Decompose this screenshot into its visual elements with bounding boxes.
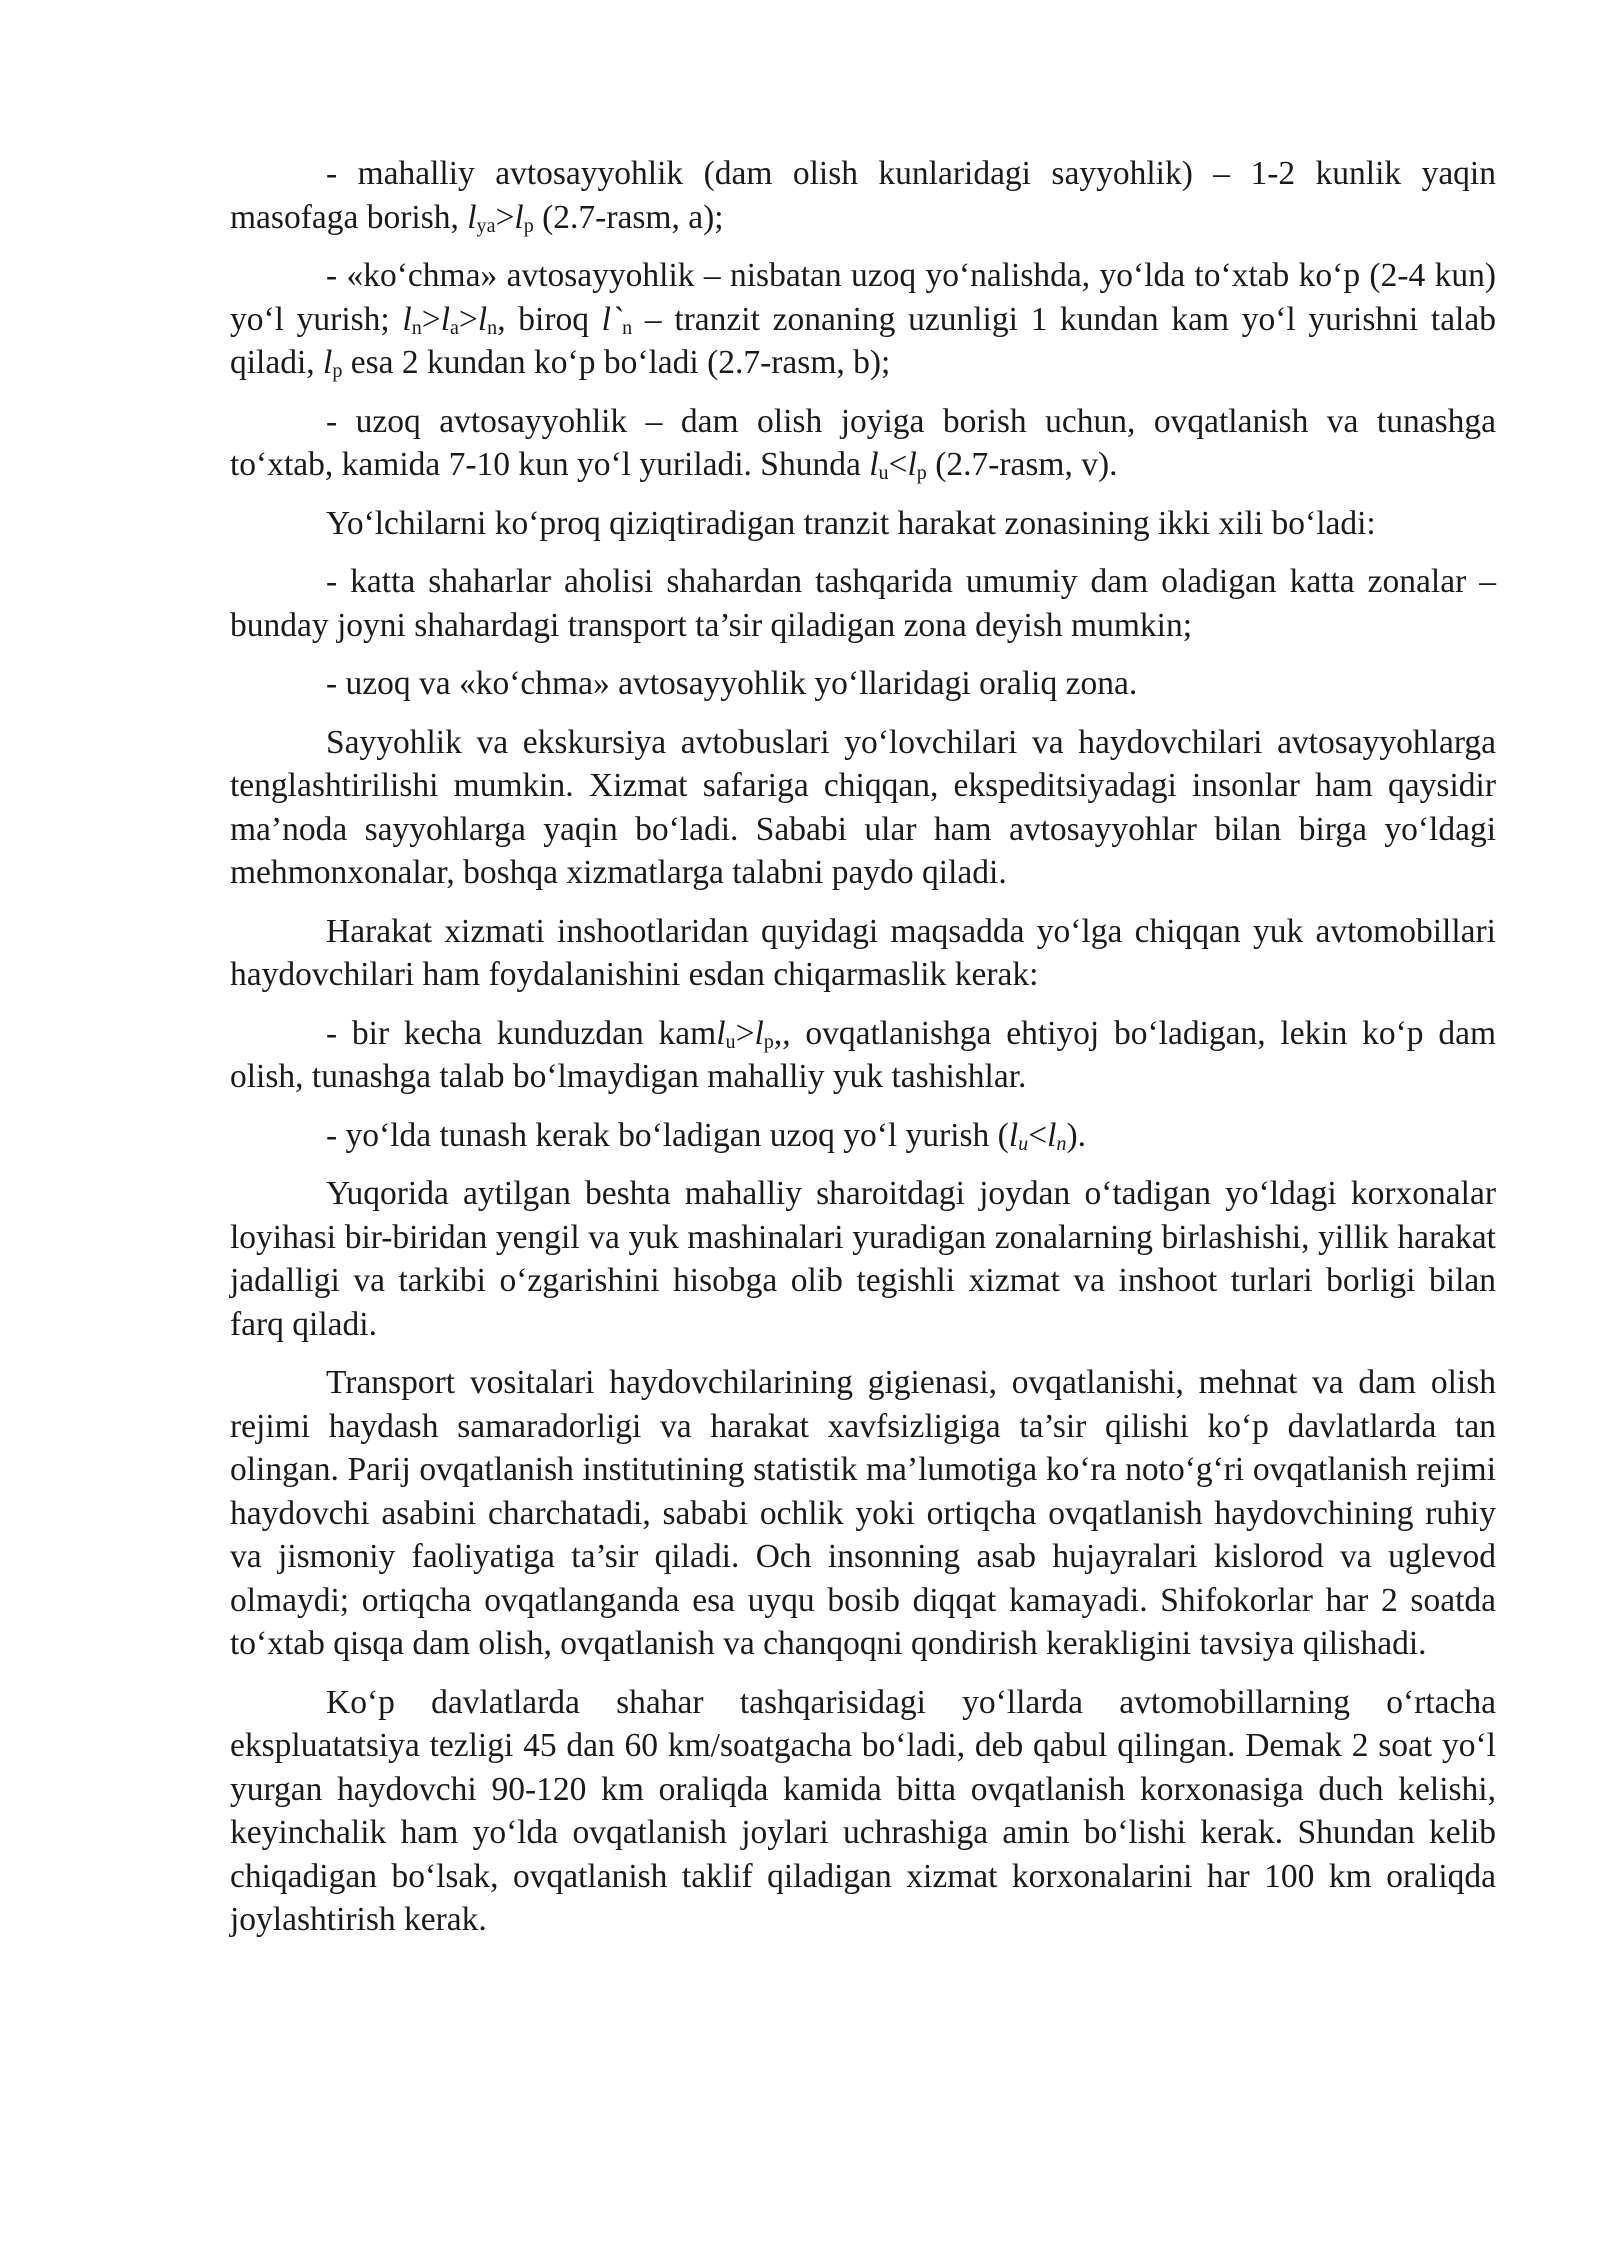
math-variable	[1009, 1117, 1028, 1154]
math-variable	[869, 446, 888, 483]
text-run: - katta shaharlar aholisi shahardan tashqarida umumiy dam oladigan katta zonalar –bunday joyni shahardagi transport ta’sir qiladigan zona deyish mumkin;	[230, 563, 1496, 644]
text-run: Sayyohlik va ekskursiya avtobuslari yo‘lovchilari va haydovchilari avtosayyohlarga tenglashtirilishi mumkin. Xizmat safariga chiqqan, ekspeditsiyadagi insonlar ham qaysidir ma’noda sayyohlarga yaqin bo‘ladi. Sababi ular ham avtosayyohlar bilan birga yo‘ldagi mehmonxonalar, boshqa xizmatlarga talabni paydo qiladi.	[230, 723, 1496, 891]
variable-subscript: u	[878, 462, 889, 485]
text-run: Yuqorida aytilgan beshta mahalliy sharoitdagi joydan o‘tadigan yo‘ldagi korxonalar loyihasi bir-biridan yengil va yuk mashinalari yuradigan zonalarning birlashishi, yillik harakat jadalligi va tarkibi o‘zgarishini hisobga olib tegishli xizmat va inshoot turlari borligi bilan farq qiladi.	[230, 1175, 1496, 1343]
variable-symbol: l	[869, 446, 879, 483]
variable-symbol: l	[716, 1014, 726, 1052]
variable-subscript: n	[622, 316, 633, 339]
paragraph	[230, 560, 1496, 647]
text-run: , biroq	[497, 300, 602, 338]
variable-symbol: l	[323, 344, 333, 381]
paragraph	[230, 1114, 1496, 1158]
paragraph	[230, 400, 1496, 487]
paragraph	[230, 662, 1496, 706]
paragraph	[230, 1681, 1496, 1942]
text-run: – tranzit zonaning uzunligi 1 kundan kam yo‘l yurishni talab qiladi,	[230, 300, 1496, 381]
paragraph	[230, 721, 1496, 895]
document-page	[230, 152, 1496, 1957]
text-run: Harakat xizmati inshootlaridan quyidagi maqsadda yo‘lga chiqqan yuk avtomobillari haydovchilari ham foydalanishini esdan chiqarmaslik kerak:	[230, 912, 1496, 993]
variable-subscript: n	[411, 316, 422, 339]
paragraph	[230, 254, 1496, 385]
variable-subscript: p	[523, 214, 534, 237]
math-variable	[441, 301, 459, 338]
math-variable	[467, 199, 495, 236]
text-run: ).	[1066, 1116, 1086, 1154]
paragraph	[230, 152, 1496, 239]
variable-symbol: l	[440, 300, 450, 338]
math-variable	[716, 1015, 735, 1052]
text-run: Transport vositalari haydovchilarining gigienasi, ovqatlanishi, mehnat va dam olish rejimi haydash samaradorligi va harakat xavfsizligiga ta’sir qilishi ko‘p davlatlarda tan olingan. Parij ovqatlanish institutining statistik ma’lumotiga ko‘ra noto‘g‘ri ovqatlanish rejimi haydovchi asabini charchatadi, sababi ochlik yoki ortiqcha ovqatlanish haydovchining ruhiy va jismoniy faoliyatiga ta’sir qiladi. Och insonning asab hujayralari kislorod va uglevod olmaydi; ortiqcha ovqatlanganda esa uyqu bosib diqqat kamayadi. Shifokorlar har 2 soatda to‘xtab qisqa dam olish, ovqatlanish va chanqoqni qondirish kerakligini tavsiya qilishadi.	[230, 1364, 1496, 1662]
math-variable	[1047, 1117, 1066, 1154]
text-run: <	[888, 446, 908, 483]
variable-symbol: l	[1008, 1116, 1019, 1154]
math-variable	[754, 1015, 773, 1052]
text-run: >	[458, 300, 478, 338]
variable-subscript: p	[763, 1030, 774, 1053]
variable-symbol: l`	[601, 300, 623, 338]
text-run: >	[495, 198, 515, 236]
paragraph	[230, 1172, 1496, 1346]
paragraph	[230, 1361, 1496, 1666]
variable-subscript: p	[332, 360, 343, 383]
text-run: <	[1028, 1116, 1048, 1154]
variable-symbol: l	[754, 1014, 764, 1052]
variable-symbol: l	[1047, 1116, 1057, 1154]
math-variable	[907, 446, 926, 483]
variable-subscript: u	[725, 1030, 736, 1053]
variable-subscript: ya	[476, 214, 496, 237]
variable-subscript: p	[916, 462, 927, 485]
paragraph	[230, 1012, 1496, 1099]
text-run: - uzoq va «ko‘chma» avtosayyohlik yo‘llaridagi oraliq zona.	[326, 665, 1138, 702]
text-run: >	[735, 1014, 755, 1052]
variable-subscript: n	[1056, 1132, 1067, 1155]
math-variable	[323, 344, 342, 381]
text-run: Yo‘lchilarni ko‘proq qiziqtiradigan tranzit harakat zonasining ikki xili bo‘ladi:	[326, 504, 1376, 542]
variable-symbol: l	[467, 198, 477, 236]
text-run: (2.7-rasm, a);	[533, 198, 724, 236]
text-run: ,, ovqatlanishga ehtiyoj bo‘ladigan, lekin ko‘p dam olish, tunashga talab bo‘lmaydigan mahalliy yuk tashishlar.	[230, 1014, 1497, 1095]
math-variable	[478, 301, 497, 338]
text-run: (2.7-rasm, v).	[926, 446, 1118, 483]
variable-symbol: l	[907, 446, 917, 483]
variable-subscript: u	[1018, 1132, 1029, 1155]
text-run: - «ko‘chma» avtosayyohlik – nisbatan uzoq yo‘nalishda, yo‘lda to‘xtab ko‘p (2-4 kun) yo‘l yurish;	[230, 257, 1496, 338]
text-run: - yo‘lda tunash kerak bo‘ladigan uzoq yo‘l yurish (	[326, 1116, 1009, 1154]
math-variable	[602, 301, 633, 338]
text-run: - mahalliy avtosayyohlik (dam olish kunlaridagi sayyohlik) – 1-2 kunlik yaqin masofaga borish,	[230, 155, 1496, 236]
math-variable	[514, 199, 533, 236]
text-run: - bir kecha kunduzdan kam	[326, 1014, 717, 1052]
paragraph	[230, 910, 1496, 997]
variable-symbol: l	[402, 300, 412, 338]
text-run: Ko‘p davlatlarda shahar tashqarisidagi yo‘llarda avtomobillarning o‘rtacha ekspluatatsiya tezligi 45 dan 60 km/soatgacha bo‘ladi, deb qabul qilingan. Demak 2 soat yo‘l yurgan haydovchi 90-120 km oraliqda kamida bitta ovqatlanish korxonasiga duch kelishi, keyinchalik ham yo‘lda ovqatlanish joylari uchrashiga amin bo‘lishi kerak. Shundan kelib chiqadigan bo‘lsak, ovqatlanish taklif qiladigan xizmat korxonalarini har 100 km oraliqda joylashtirish kerak.	[230, 1683, 1496, 1938]
text-run: - uzoq avtosayyohlik – dam olish joyiga borish uchun, ovqatlanish va tunashga to‘xtab, kamida 7-10 kun yo‘l yuriladi. Shunda	[230, 402, 1496, 483]
math-variable	[402, 301, 421, 338]
variable-subscript: a	[450, 316, 459, 339]
paragraph	[230, 502, 1496, 546]
variable-symbol: l	[477, 300, 488, 338]
variable-symbol: l	[514, 198, 524, 236]
text-run: esa 2 kundan ko‘p bo‘ladi (2.7-rasm, b);	[342, 344, 891, 381]
text-run: >	[421, 300, 441, 338]
variable-subscript: n	[487, 316, 498, 339]
